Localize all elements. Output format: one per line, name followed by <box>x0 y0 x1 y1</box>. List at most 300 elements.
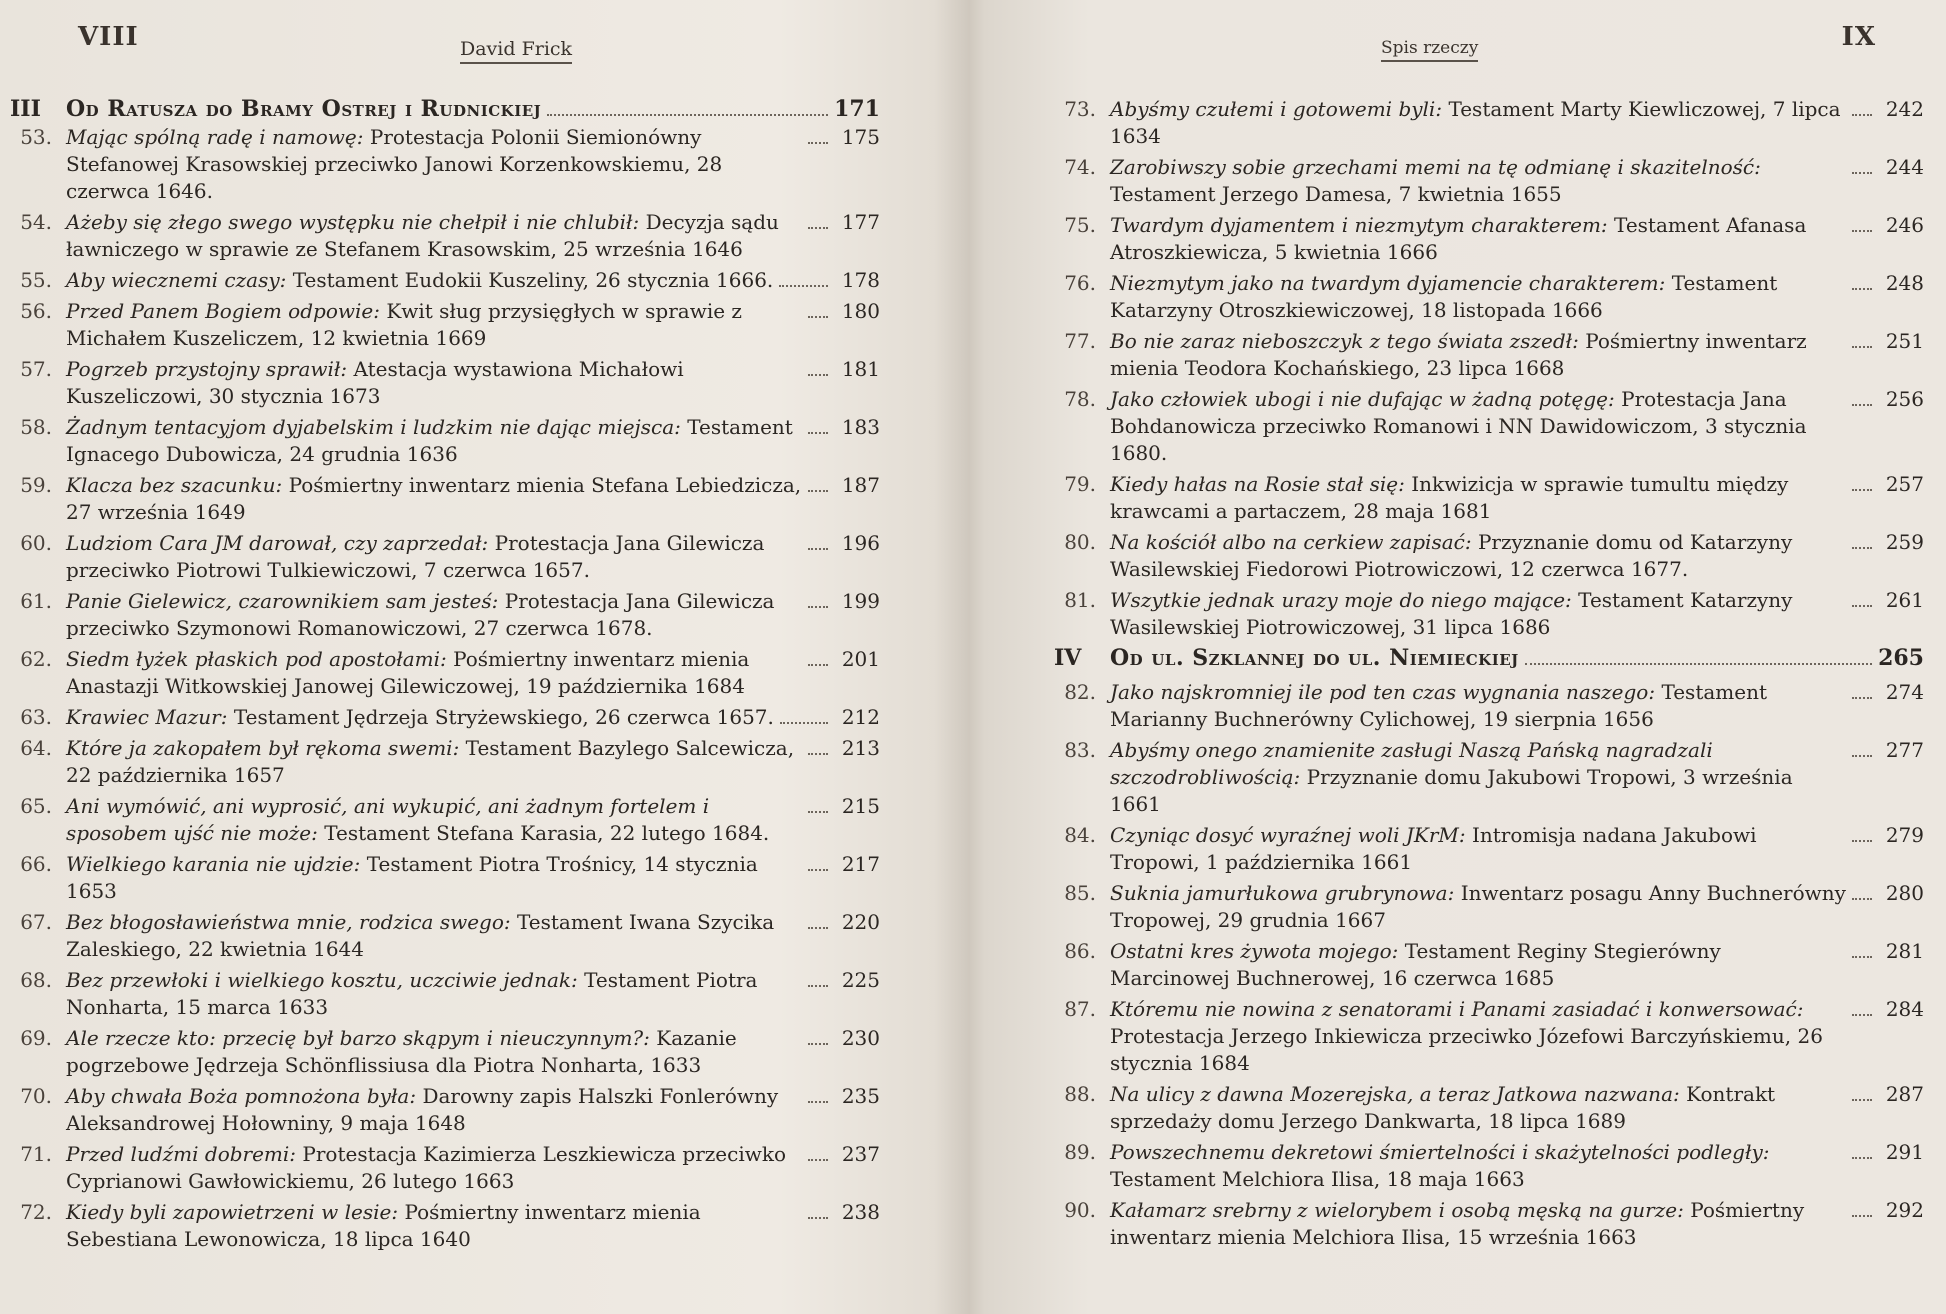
toc-entry <box>10 909 880 963</box>
entry-description: Inkwizicja w sprawie tumultu między krawcami a partaczem, 28 maja 1681 <box>1110 472 1789 523</box>
toc-entry <box>10 967 880 1021</box>
entry-motto: Na ulicy z dawna Mozerejska, a teraz Jatkowa nazwana: <box>1110 1082 1680 1106</box>
toc-entry <box>10 1083 880 1137</box>
entry-motto: Ani wymówić, ani wyprosić, ani wykupić, ani żadnym fortelem i sposobem ujść nie może: <box>66 794 710 845</box>
dot-leader <box>1852 840 1872 842</box>
entry-body <box>1110 1081 1924 1135</box>
entry-motto: Kiedy hałas na Rosie stał się: <box>1110 472 1405 496</box>
entry-body <box>66 124 880 205</box>
running-head: Spis rzeczy <box>1381 38 1478 62</box>
right-page <box>976 0 1946 1314</box>
entry-line <box>66 414 880 468</box>
entry-body <box>1110 212 1924 266</box>
dot-leader <box>1852 230 1872 232</box>
entry-description: Protestacja Jana Gilewicza przeciwko Piotrowi Tulkiewiczowi, 7 czerwca 1657. <box>66 531 765 582</box>
entry-number: 83. <box>1064 738 1096 762</box>
toc-entry <box>1054 96 1924 150</box>
entry-body <box>66 704 880 731</box>
entry-motto: Ostatni kres żywota mojego: <box>1110 939 1399 963</box>
toc-entry <box>10 735 880 789</box>
toc-entry <box>1054 1197 1924 1251</box>
entry-number: 76. <box>1064 271 1096 295</box>
entry-page: 242 <box>1885 97 1924 121</box>
entry-line <box>1110 96 1924 150</box>
entry-page: 201 <box>841 647 880 671</box>
entry-body <box>1110 822 1924 876</box>
entry-body <box>66 851 880 905</box>
entry-motto: Na kościół albo na cerkiew zapisać: <box>1110 530 1472 554</box>
entry-body <box>1110 270 1924 324</box>
entry-page: 238 <box>841 1200 880 1224</box>
entry-body <box>66 735 880 789</box>
entry-text <box>66 793 802 847</box>
entry-line <box>66 298 880 352</box>
entry-line <box>66 1199 880 1253</box>
entry-text <box>1110 529 1846 583</box>
entry-page: 287 <box>1885 1082 1924 1106</box>
entry-page: 196 <box>841 531 880 555</box>
entry-number: 61. <box>20 589 52 613</box>
entry-motto: Wszytkie jednak urazy moje do niego mające: <box>1110 588 1572 612</box>
entry-number: 55. <box>20 268 52 292</box>
entry-description: Testament Melchiora Ilisa, 18 maja 1663 <box>1110 1167 1525 1191</box>
entry-motto: Kałamarz srebrny z wielorybem i osobą męską na gurze: <box>1110 1198 1684 1222</box>
toc-entry <box>10 124 880 205</box>
entry-page: 291 <box>1885 1140 1924 1164</box>
entry-page: 281 <box>1885 939 1924 963</box>
entry-page: 181 <box>841 357 880 381</box>
dot-leader <box>1525 663 1872 665</box>
entry-body <box>1110 938 1924 992</box>
entry-number: 86. <box>1064 939 1096 963</box>
entry-body <box>1110 996 1924 1077</box>
entry-body <box>66 298 880 352</box>
entry-body <box>66 588 880 642</box>
dot-leader <box>1852 288 1872 290</box>
entry-text <box>66 267 773 294</box>
entry-page: 251 <box>1885 329 1924 353</box>
entry-page: 217 <box>841 852 880 876</box>
dot-leader <box>808 374 828 376</box>
entry-number: 59. <box>20 473 52 497</box>
section-numeral: IV <box>1054 645 1082 671</box>
toc-entry <box>1054 154 1924 208</box>
toc-entry <box>1054 270 1924 324</box>
toc-entry <box>1054 1139 1924 1193</box>
entry-page: 175 <box>841 125 880 149</box>
entry-body <box>66 1083 880 1137</box>
entry-number: 70. <box>20 1084 52 1108</box>
entry-description: Przyznanie domu Jakubowi Tropowi, 3 września 1661 <box>1110 765 1793 816</box>
entry-body <box>66 472 880 526</box>
entry-page: 180 <box>841 299 880 323</box>
entry-body <box>1110 471 1924 525</box>
entry-number: 56. <box>20 299 52 323</box>
entry-number: 74. <box>1064 155 1096 179</box>
entry-page: 215 <box>841 794 880 818</box>
entry-page: 292 <box>1885 1198 1924 1222</box>
dot-leader <box>808 316 828 318</box>
entry-line <box>1110 1081 1924 1135</box>
dot-leader <box>808 869 828 871</box>
entry-line <box>66 472 880 526</box>
entry-number: 78. <box>1064 387 1096 411</box>
entry-number: 66. <box>20 852 52 876</box>
entry-number: 90. <box>1064 1198 1096 1222</box>
entry-description: Testament Reginy Stegierówny Marcinowej Buchnerowej, 16 czerwca 1685 <box>1110 939 1721 990</box>
entry-description: Protestacja Jerzego Inkiewicza przeciwko Józefowi Barczyńskiemu, 26 stycznia 1684 <box>1110 1024 1823 1075</box>
entry-description: Inwentarz posagu Anny Buchnerówny Tropowej, 29 grudnia 1667 <box>1110 881 1846 932</box>
entry-body <box>1110 1139 1924 1193</box>
section-numeral: III <box>10 96 41 122</box>
toc-entry <box>1054 587 1924 641</box>
entry-number: 84. <box>1064 823 1096 847</box>
entry-number: 69. <box>20 1026 52 1050</box>
entry-number: 73. <box>1064 97 1096 121</box>
entry-motto: Kiedy byli zapowietrzeni w lesie: <box>66 1200 399 1224</box>
entry-number: 89. <box>1064 1140 1096 1164</box>
toc-entry <box>10 646 880 700</box>
entry-motto: Wielkiego karania nie ujdzie: <box>66 852 361 876</box>
entry-motto: Panie Gielewicz, czarownikiem sam jesteś: <box>66 589 499 613</box>
entry-text <box>66 209 802 263</box>
entry-number: 87. <box>1064 997 1096 1021</box>
entry-motto: Bo nie zaraz nieboszczyk z tego świata zszedł: <box>1110 329 1579 353</box>
entry-number: 54. <box>20 210 52 234</box>
dot-leader <box>808 142 828 144</box>
entry-description: Kontrakt sprzedaży domu Jerzego Dankwarta, 18 lipca 1689 <box>1110 1082 1776 1133</box>
entry-body <box>66 1025 880 1079</box>
entry-line <box>1110 996 1924 1077</box>
entry-description: Protestacja Jana Gilewicza przeciwko Szymonowi Romanowiczowi, 27 czerwca 1678. <box>66 589 775 640</box>
dot-leader <box>808 811 828 813</box>
entry-text <box>1110 471 1846 525</box>
entry-motto: Ażeby się złego swego występku nie chełpił i nie chlubił: <box>66 210 640 234</box>
entry-number: 71. <box>20 1142 52 1166</box>
entry-page: 235 <box>841 1084 880 1108</box>
entry-page: 256 <box>1885 387 1924 411</box>
entry-motto: Siedm łyżek płaskich pod apostołami: <box>66 647 447 671</box>
toc-entry <box>1054 938 1924 992</box>
dot-leader <box>808 227 828 229</box>
entry-description: Intromisja nadana Jakubowi Tropowi, 1 października 1661 <box>1110 823 1757 874</box>
entry-line <box>1110 529 1924 583</box>
toc-entry <box>1054 996 1924 1077</box>
dot-leader <box>808 664 828 666</box>
entry-line <box>66 704 880 731</box>
entry-body <box>66 267 880 294</box>
entry-page: 177 <box>841 210 880 234</box>
entry-motto: Przed Panem Bogiem odpowie: <box>66 299 380 323</box>
entry-text <box>1110 1197 1846 1251</box>
entry-list <box>1054 679 1924 1251</box>
dot-leader <box>808 490 828 492</box>
entry-line <box>66 356 880 410</box>
entry-line <box>66 967 880 1021</box>
toc-entry <box>1054 212 1924 266</box>
entry-text <box>1110 996 1846 1077</box>
dot-leader <box>1852 547 1872 549</box>
entry-body <box>66 909 880 963</box>
entry-motto: Aby chwała Boża pomnożona była: <box>66 1084 417 1108</box>
entry-text <box>1110 212 1846 266</box>
dot-leader <box>547 114 828 116</box>
entry-motto: Abyśmy czułemi i gotowemi byli: <box>1110 97 1443 121</box>
entry-text <box>1110 938 1846 992</box>
dot-leader <box>808 1217 828 1219</box>
entry-motto: Żadnym tentacyjom dyjabelskim i ludzkim nie dając miejsca: <box>66 415 681 439</box>
entry-description: Decyzja sądu ławniczego w sprawie ze Stefanem Krasowskim, 25 września 1646 <box>66 210 779 261</box>
toc-entry <box>10 793 880 847</box>
entry-line <box>66 1141 880 1195</box>
dot-leader <box>808 1101 828 1103</box>
entry-body <box>1110 96 1924 150</box>
entry-description: Testament Katarzyny Otroszkiewiczowej, 18 listopada 1666 <box>1110 271 1778 322</box>
toc-entry <box>1054 328 1924 382</box>
entry-motto: Abyśmy onego znamienite zasługi Naszą Pańską nagradzali szczodrobliwością: <box>1110 738 1713 789</box>
toc-entry <box>1054 471 1924 525</box>
dot-leader <box>808 548 828 550</box>
entry-page: 220 <box>841 910 880 934</box>
entry-line <box>66 735 880 789</box>
dot-leader <box>1852 1215 1872 1217</box>
entry-number: 65. <box>20 794 52 818</box>
entry-text <box>66 1083 802 1137</box>
toc-entry <box>1054 386 1924 467</box>
entry-text <box>66 530 802 584</box>
entry-text <box>1110 822 1846 876</box>
entry-text <box>66 1141 802 1195</box>
entry-number: 85. <box>1064 881 1096 905</box>
entry-motto: Pogrzeb przystojny sprawił: <box>66 357 348 381</box>
entry-body <box>1110 737 1924 818</box>
entry-page: 248 <box>1885 271 1924 295</box>
entry-line <box>66 530 880 584</box>
dot-leader <box>1852 956 1872 958</box>
entry-body <box>66 646 880 700</box>
entry-description: Testament Katarzyny Wasilewskiej Piotrowiczowej, 31 lipca 1686 <box>1110 588 1793 639</box>
section-page: 265 <box>1878 645 1924 671</box>
entry-line <box>66 209 880 263</box>
entry-description: Testament Iwana Szycika Zaleskiego, 22 kwietnia 1644 <box>66 910 775 961</box>
entry-number: 81. <box>1064 588 1096 612</box>
toc-entry <box>1054 529 1924 583</box>
entry-number: 62. <box>20 647 52 671</box>
entry-line <box>66 267 880 294</box>
toc-entry <box>10 472 880 526</box>
entry-motto: Ludziom Cara JM darował, czy zaprzedał: <box>66 531 489 555</box>
dot-leader <box>808 1043 828 1045</box>
section-title: Od Ratusza do Bramy Ostrej i Rudnickiej <box>66 96 542 122</box>
entry-motto: Zarobiwszy sobie grzechami memi na tę odmianę i skazitelność: <box>1110 155 1761 179</box>
toc-entry <box>1054 822 1924 876</box>
entry-body <box>66 793 880 847</box>
entry-page: 274 <box>1885 680 1924 704</box>
entry-number: 67. <box>20 910 52 934</box>
entry-text <box>1110 587 1846 641</box>
entry-text <box>66 1025 802 1079</box>
entry-description: Kazanie pogrzebowe Jędrzeja Schönflissiusa dla Piotra Nonharta, 1633 <box>66 1026 737 1077</box>
entry-body <box>66 967 880 1021</box>
dot-leader <box>1852 1157 1872 1159</box>
dot-leader <box>1852 755 1872 757</box>
entry-body <box>66 356 880 410</box>
entry-motto: Krawiec Mazur: <box>66 705 228 729</box>
entry-number: 58. <box>20 415 52 439</box>
entry-body <box>66 530 880 584</box>
entry-number: 57. <box>20 357 52 381</box>
page-number: IX <box>1841 22 1876 52</box>
entry-number: 75. <box>1064 213 1096 237</box>
entry-body <box>1110 679 1924 733</box>
entry-motto: Mając spólną radę i namowę: <box>66 125 364 149</box>
entry-text <box>1110 880 1846 934</box>
entry-description: Testament Jerzego Damesa, 7 kwietnia 1655 <box>1110 182 1562 206</box>
entry-description: Pośmiertny inwentarz mienia Stefana Lebiedzicza, 27 września 1649 <box>66 473 802 524</box>
entry-motto: Bez błogosławieństwa mnie, rodzica swego: <box>66 910 511 934</box>
entry-description: Protestacja Kazimierza Leszkiewicza przeciwko Cyprianowi Gawłowickiemu, 26 lutego 1663 <box>66 1142 787 1193</box>
entry-line <box>1110 880 1924 934</box>
entry-description: Pośmiertny inwentarz mienia Sebestiana Lewonowicza, 18 lipca 1640 <box>66 1200 701 1251</box>
dot-leader <box>1852 114 1872 116</box>
entry-motto: Jako najskromniej ile pod ten czas wygnania naszego: <box>1110 680 1656 704</box>
entry-motto: Bez przewłoki i wielkiego kosztu, uczciwie jednak: <box>66 968 578 992</box>
entry-body <box>1110 880 1924 934</box>
entry-body <box>66 1199 880 1253</box>
toc-entry <box>1054 880 1924 934</box>
dot-leader <box>808 985 828 987</box>
dot-leader <box>808 927 828 929</box>
entry-text <box>66 124 802 205</box>
dot-leader <box>1852 1099 1872 1101</box>
entry-motto: Niezmytym jako na twardym dyjamencie charakterem: <box>1110 271 1666 295</box>
entry-page: 213 <box>841 736 880 760</box>
entry-list <box>1054 96 1924 641</box>
entry-line <box>1110 328 1924 382</box>
dot-leader <box>808 606 828 608</box>
entry-description: Testament Afanasa Atroszkiewicza, 5 kwietnia 1666 <box>1110 213 1807 264</box>
toc-entry <box>10 356 880 410</box>
entry-page: 187 <box>841 473 880 497</box>
entry-description: Testament Marianny Buchnerówny Cylichowej, 19 sierpnia 1656 <box>1110 680 1768 731</box>
entry-line <box>1110 212 1924 266</box>
entry-text <box>1110 737 1846 818</box>
entry-line <box>1110 822 1924 876</box>
entry-page: 178 <box>841 268 880 292</box>
entry-number: 64. <box>20 736 52 760</box>
entry-text <box>1110 386 1846 467</box>
left-page <box>0 0 968 1314</box>
entry-motto: Suknia jamurłukowa grubrynowa: <box>1110 881 1455 905</box>
entry-number: 80. <box>1064 530 1096 554</box>
entry-page: 212 <box>841 705 880 729</box>
entry-body <box>66 1141 880 1195</box>
entry-text <box>1110 328 1846 382</box>
entry-line <box>66 124 880 205</box>
toc-entry <box>1054 737 1924 818</box>
entry-motto: Aby wiecznemi czasy: <box>66 268 287 292</box>
entry-page: 237 <box>841 1142 880 1166</box>
entry-body <box>1110 386 1924 467</box>
section-page: 171 <box>834 96 880 122</box>
entry-line <box>1110 386 1924 467</box>
entry-description: Atestacja wystawiona Michałowi Kuszeliczowi, 30 stycznia 1673 <box>66 357 684 408</box>
entry-line <box>1110 471 1924 525</box>
entry-page: 280 <box>1885 881 1924 905</box>
entry-page: 284 <box>1885 997 1924 1021</box>
entry-motto: Powszechnemu dekretowi śmiertelności i skażytelności podległy: <box>1110 1140 1770 1164</box>
entry-motto: Czyniąc dosyć wyraźnej woli JKrM: <box>1110 823 1466 847</box>
toc-entry <box>1054 679 1924 733</box>
entry-line <box>66 909 880 963</box>
entry-line <box>66 588 880 642</box>
entry-motto: Któremu nie nowina z senatorami i Panami zasiadać i konwersować: <box>1110 997 1804 1021</box>
entry-line <box>1110 938 1924 992</box>
toc-list <box>10 96 880 1257</box>
entry-line <box>66 1025 880 1079</box>
entry-page: 183 <box>841 415 880 439</box>
entry-body <box>66 209 880 263</box>
entry-number: 82. <box>1064 680 1096 704</box>
entry-motto: Które ja zakopałem był rękoma swemi: <box>66 736 460 760</box>
entry-text <box>66 472 802 526</box>
toc-entry <box>1054 1081 1924 1135</box>
entry-line <box>1110 270 1924 324</box>
entry-motto: Przed ludźmi dobremi: <box>66 1142 297 1166</box>
entry-line <box>66 793 880 847</box>
entry-page: 279 <box>1885 823 1924 847</box>
entry-description: Testament Piotra Trośnicy, 14 stycznia 1653 <box>66 852 758 903</box>
toc-list <box>1054 96 1924 1255</box>
entry-number: 88. <box>1064 1082 1096 1106</box>
entry-text <box>66 967 802 1021</box>
dot-leader <box>780 722 828 724</box>
entry-text <box>66 851 802 905</box>
entry-page: 257 <box>1885 472 1924 496</box>
dot-leader <box>1852 697 1872 699</box>
entry-body <box>1110 328 1924 382</box>
entry-text <box>66 909 802 963</box>
toc-entry <box>10 1199 880 1253</box>
entry-page: 261 <box>1885 588 1924 612</box>
entry-description: Darowny zapis Halszki Fonlerówny Aleksandrowej Hołowniny, 9 maja 1648 <box>66 1084 779 1135</box>
toc-entry <box>10 704 880 731</box>
entry-page: 277 <box>1885 738 1924 762</box>
page-number: VIII <box>78 22 139 52</box>
entry-body <box>1110 529 1924 583</box>
entry-description: Przyznanie domu od Katarzyny Wasilewskiej Fiedorowi Piotrowiczowi, 12 czerwca 1677. <box>1110 530 1793 581</box>
entry-number: 63. <box>20 705 52 729</box>
toc-entry <box>10 414 880 468</box>
entry-description: Protestacja Jana Bohdanowicza przeciwko Romanowi i NN Dawidowiczom, 3 stycznia 1680. <box>1110 387 1807 465</box>
dot-leader <box>1852 1014 1872 1016</box>
entry-text <box>66 356 802 410</box>
entry-number: 60. <box>20 531 52 555</box>
entry-text <box>1110 154 1846 208</box>
entry-description: Testament Piotra Nonharta, 15 marca 1633 <box>66 968 758 1019</box>
entry-text <box>66 298 802 352</box>
entry-number: 79. <box>1064 472 1096 496</box>
entry-text <box>66 735 802 789</box>
dot-leader <box>1852 172 1872 174</box>
dot-leader <box>808 753 828 755</box>
entry-line <box>1110 154 1924 208</box>
dot-leader <box>1852 605 1872 607</box>
entry-text <box>66 414 802 468</box>
entry-description: Testament Bazylego Salcewicza, 22 października 1657 <box>66 736 795 787</box>
entry-text <box>66 704 774 731</box>
entry-description: Testament Ignacego Dubowicza, 24 grudnia 1636 <box>66 415 793 466</box>
